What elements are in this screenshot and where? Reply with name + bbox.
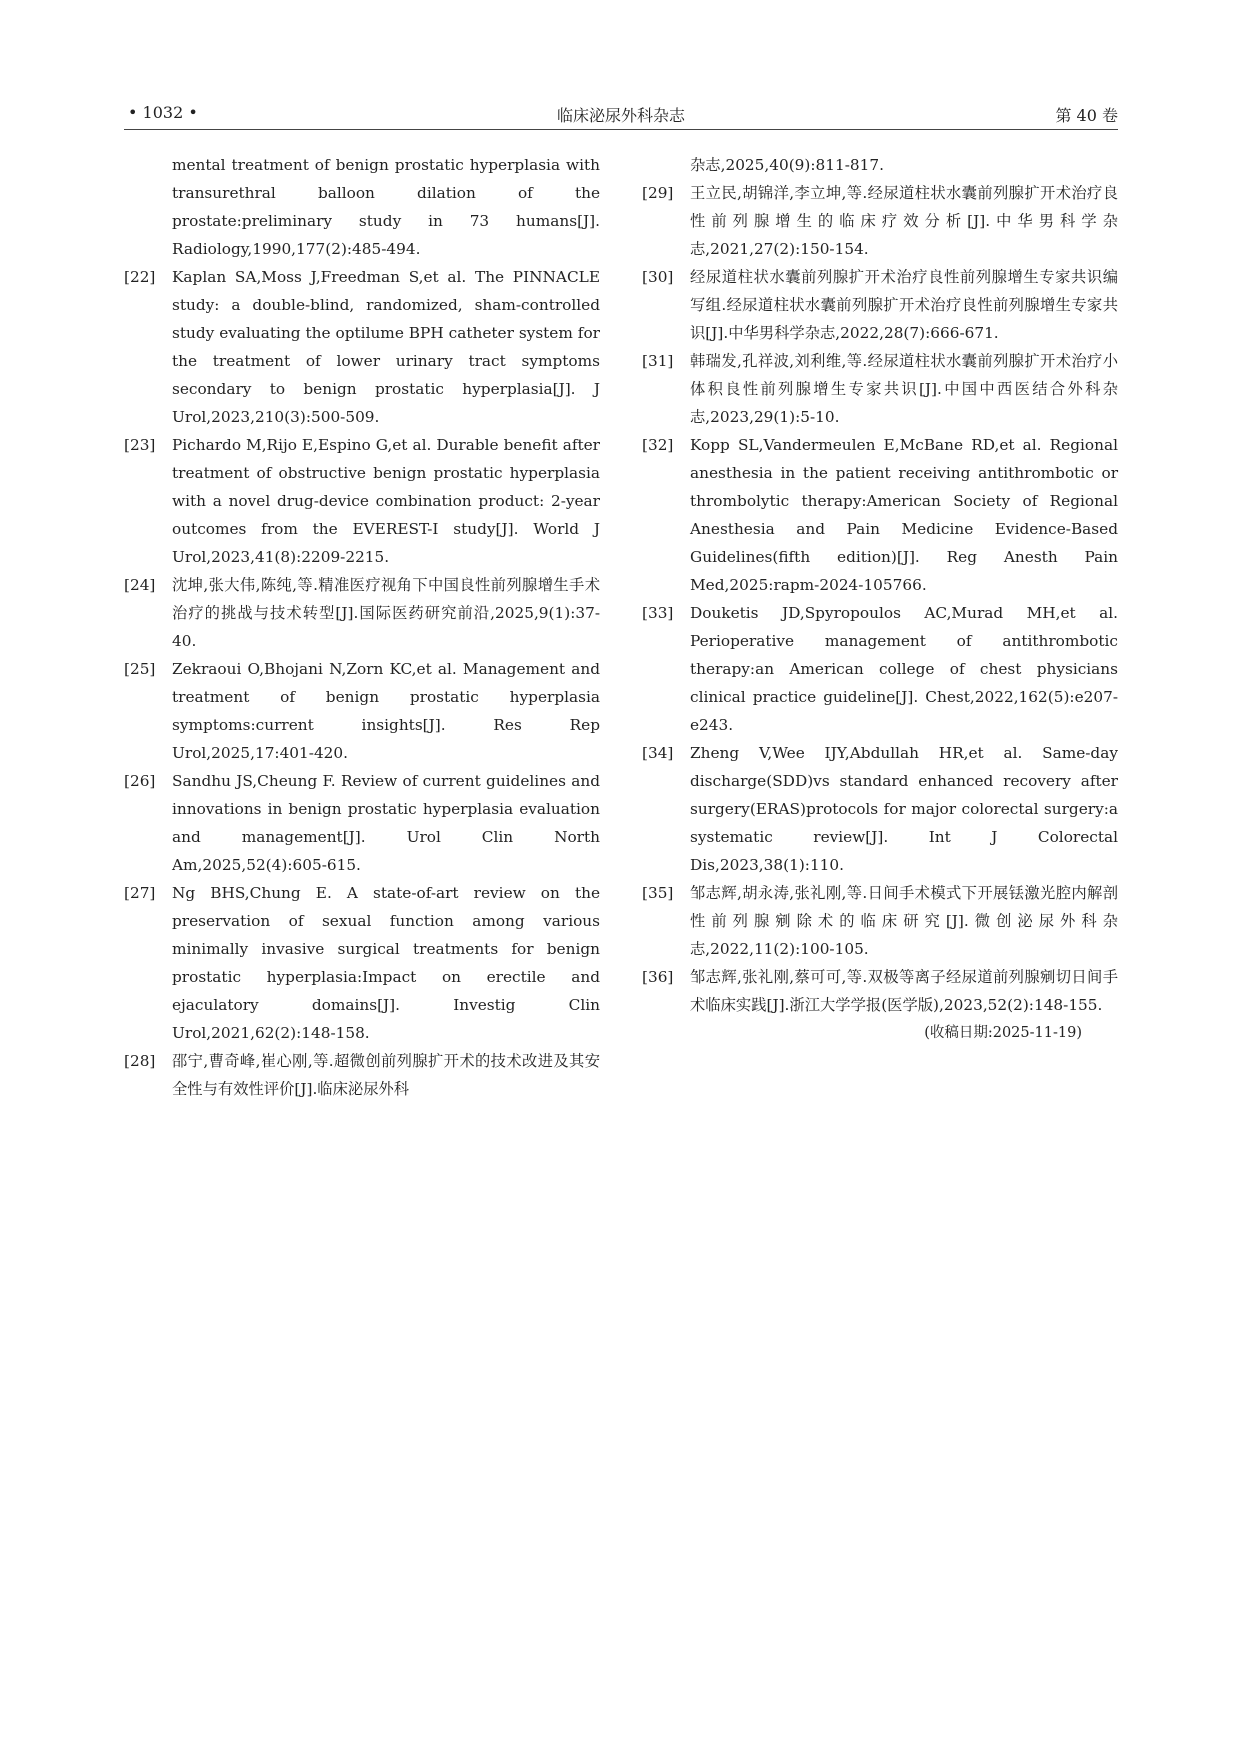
reference-number: [27] (124, 884, 156, 902)
reference-text: Pichardo M,Rijo E,Espino G,et al. Durable benefit after treatment of obstructive benign prostatic hyperplasia with a novel drug-device combination product: 2-year outcomes from the EVEREST-I study[J]. World J Urol,2023,41(8):2209-2215. (172, 436, 600, 566)
reference-number: [26] (124, 772, 156, 790)
reference-23 (124, 431, 600, 571)
reference-36 (642, 963, 1118, 1019)
reference-number: [32] (642, 436, 674, 454)
reference-34 (642, 739, 1118, 879)
reference-text: mental treatment of benign prostatic hyperplasia with transurethral balloon dilation of the prostate:preliminary study in 73 humans[J]. Radiology,1990,177(2):485-494. (172, 156, 600, 258)
reference-32 (642, 431, 1118, 599)
reference-text: Kaplan SA,Moss J,Freedman S,et al. The PINNACLE study: a double-blind, randomized, sham-controlled study evaluating the optilume BPH catheter system for the treatment of lower urinary tract symptoms secondary to benign prostatic hyperplasia[J]. J Urol,2023,210(3):500-509. (172, 268, 600, 426)
reference-text: Zheng V,Wee IJY,Abdullah HR,et al. Same-day discharge(SDD)vs standard enhanced recovery after surgery(ERAS)protocols for major colorectal surgery:a systematic review[J]. Int J Colorectal Dis,2023,38(1):110. (690, 744, 1118, 874)
reference-text: Ng BHS,Chung E. A state-of-art review on the preservation of sexual function among various minimally invasive surgical treatments for benign prostatic hyperplasia:Impact on erectile and ejaculatory domains[J]. Investig Clin Urol,2021,62(2):148-158. (172, 884, 600, 1042)
reference-text: 沈坤,张大伟,陈纯,等.精准医疗视角下中国良性前列腺增生手术治疗的挑战与技术转型[J].国际医药研究前沿,2025,9(1):37-40. (172, 576, 600, 650)
reference-text: Zekraoui O,Bhojani N,Zorn KC,et al. Management and treatment of benign prostatic hyperplasia symptoms:current insights[J]. Res Rep Urol,2025,17:401-420. (172, 660, 600, 762)
reference-text: 杂志,2025,40(9):811-817. (690, 156, 884, 174)
reference-text: 经尿道柱状水囊前列腺扩开术治疗良性前列腺增生专家共识编写组.经尿道柱状水囊前列腺扩开术治疗良性前列腺增生专家共识[J].中华男科学杂志,2022,28(7):666-671. (690, 268, 1118, 342)
reference-text: 邹志辉,胡永涛,张礼刚,等.日间手术模式下开展铥激光腔内解剖性前列腺剜除术的临床研究[J].微创泌尿外科杂志,2022,11(2):100-105. (690, 884, 1118, 958)
reference-number: [25] (124, 660, 156, 678)
reference-text: Douketis JD,Spyropoulos AC,Murad MH,et al. Perioperative management of antithrombotic therapy:an American college of chest physicians clinical practice guideline[J]. Chest,2022,162(5):e207-e243. (690, 604, 1118, 734)
reference-text: 邹志辉,张礼刚,蔡可可,等.双极等离子经尿道前列腺剜切日间手术临床实践[J].浙江大学学报(医学版),2023,52(2):148-155. (690, 968, 1118, 1014)
reference-22 (124, 263, 600, 431)
reference-28 (124, 1047, 600, 1103)
reference-35 (642, 879, 1118, 963)
reference-text: Kopp SL,Vandermeulen E,McBane RD,et al. Regional anesthesia in the patient receiving antithrombotic or thrombolytic therapy:American Society of Regional Anesthesia and Pain Medicine Evidence-Based Guidelines(fifth edition)[J]. Reg Anesth Pain Med,2025:rapm-2024-105766. (690, 436, 1118, 594)
reference-number: [28] (124, 1052, 156, 1070)
reference-number: [29] (642, 184, 674, 202)
reference-continuation (642, 151, 1118, 179)
reference-27 (124, 879, 600, 1047)
reference-number: [22] (124, 268, 156, 286)
reference-33 (642, 599, 1118, 739)
reference-number: [24] (124, 576, 156, 594)
right-column (642, 151, 1118, 1047)
reference-number: [30] (642, 268, 674, 286)
reference-text: 王立民,胡锦洋,李立坤,等.经尿道柱状水囊前列腺扩开术治疗良性前列腺增生的临床疗效分析[J].中华男科学杂志,2021,27(2):150-154. (690, 184, 1118, 258)
reference-number: [31] (642, 352, 674, 370)
reference-text: 韩瑞发,孔祥波,刘利维,等.经尿道柱状水囊前列腺扩开术治疗小体积良性前列腺增生专家共识[J].中国中西医结合外科杂志,2023,29(1):5-10. (690, 352, 1118, 426)
reference-31 (642, 347, 1118, 431)
reference-number: [34] (642, 744, 674, 762)
volume-label: 第 40 卷 (1055, 106, 1118, 125)
reference-29 (642, 179, 1118, 263)
page-number: • 1032 • (128, 103, 198, 122)
journal-title: 临床泌尿外科杂志 (556, 106, 685, 125)
running-header (124, 95, 1118, 130)
reference-number: [23] (124, 436, 156, 454)
reference-number: [33] (642, 604, 674, 622)
reference-25 (124, 655, 600, 767)
reference-continuation (124, 151, 600, 263)
received-date: (收稿日期:2025-11-19) (924, 1025, 1082, 1041)
reference-text: Sandhu JS,Cheung F. Review of current guidelines and innovations in benign prostatic hyperplasia evaluation and management[J]. Urol Clin North Am,2025,52(4):605-615. (172, 772, 600, 874)
reference-number: [35] (642, 884, 674, 902)
left-column (124, 151, 600, 1103)
reference-26 (124, 767, 600, 879)
reference-24 (124, 571, 600, 655)
reference-30 (642, 263, 1118, 347)
reference-number: [36] (642, 968, 674, 986)
reference-text: 邵宁,曹奇峰,崔心刚,等.超微创前列腺扩开术的技术改进及其安全性与有效性评价[J].临床泌尿外科 (172, 1052, 600, 1098)
